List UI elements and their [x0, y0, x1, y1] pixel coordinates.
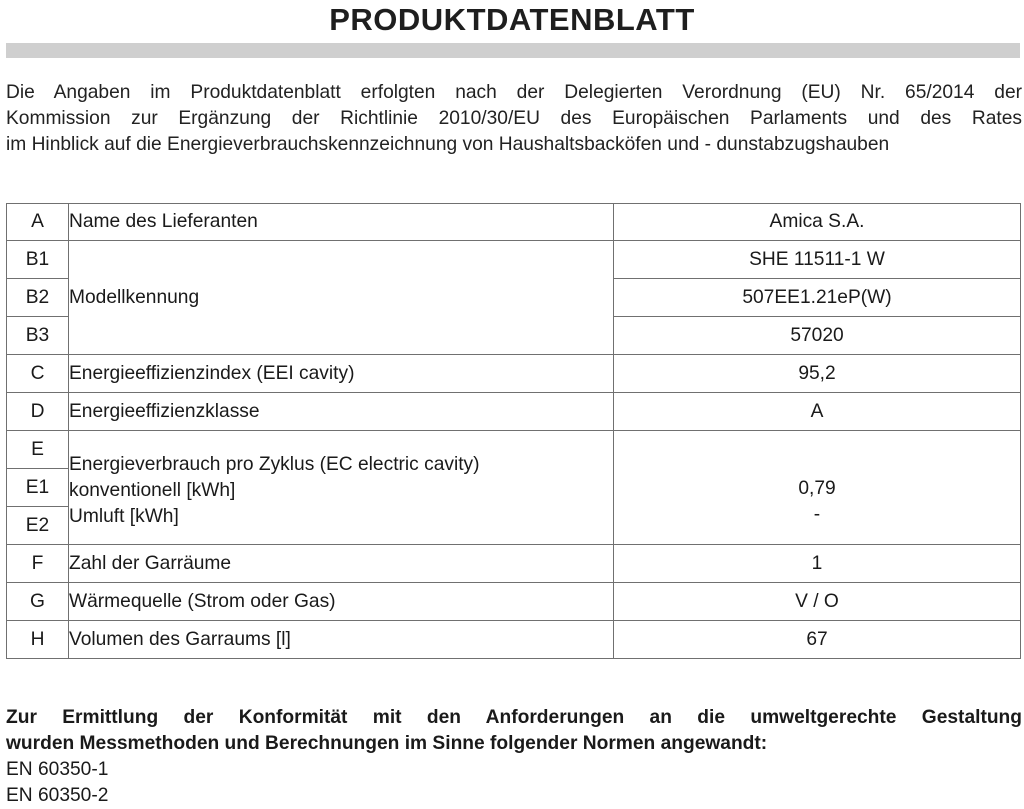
intro-paragraph — [6, 80, 1022, 158]
row-label: Modellkennung — [69, 241, 614, 355]
row-value: 95,2 — [614, 355, 1021, 393]
row-code: B3 — [7, 317, 69, 355]
row-value: Amica S.A. — [614, 204, 1021, 241]
energy-value-e2: - — [813, 503, 821, 525]
row-label: Name des Lieferanten — [69, 204, 614, 241]
row-code: B2 — [7, 279, 69, 317]
row-code: E1 — [7, 469, 69, 507]
table-row — [7, 583, 1021, 621]
row-code: E2 — [7, 507, 69, 545]
row-value: 57020 — [614, 317, 1021, 355]
energy-label-e1: konventionell [kWh] — [69, 479, 236, 501]
row-code: H — [7, 621, 69, 659]
norm-item: EN 60350-2 — [6, 785, 109, 806]
norm-item: EN 60350-1 — [6, 759, 109, 780]
title-underline-bar — [6, 43, 1020, 58]
row-value: A — [614, 393, 1021, 431]
row-label: Wärmequelle (Strom oder Gas) — [69, 583, 614, 621]
row-value: SHE 11511-1 W — [614, 241, 1021, 279]
intro-line: im Hinblick auf die Energieverbrauchskennzeichnung von Haushaltsbacköfen und - dunstabzugshauben — [6, 134, 890, 155]
page-title: PRODUKTDATENBLATT — [329, 2, 695, 37]
row-value: V / O — [614, 583, 1021, 621]
row-code: D — [7, 393, 69, 431]
table-row — [7, 621, 1021, 659]
row-label: Energieeffizienzindex (EEI cavity) — [69, 355, 614, 393]
row-code: E — [7, 431, 69, 469]
table-row — [7, 393, 1021, 431]
product-data-table — [6, 203, 1021, 659]
row-value: 1 — [614, 545, 1021, 583]
table-row — [7, 204, 1021, 241]
conformity-text: wurden Messmethoden und Berechnungen im Sinne folgender Normen angewandt: — [6, 733, 768, 754]
row-code: F — [7, 545, 69, 583]
row-label: Volumen des Garraums [l] — [69, 621, 614, 659]
conformity-text: Zur Ermittlung der Konformität mit den Anforderungen an die umweltgerechte Gestaltung — [6, 707, 1022, 728]
table-row — [7, 355, 1021, 393]
table-row — [7, 545, 1021, 583]
intro-line: Die Angaben im Produktdatenblatt erfolgten nach der Delegierten Verordnung (EU) Nr. 65/2014 der — [6, 82, 1022, 103]
energy-label-e2: Umluft [kWh] — [69, 505, 179, 527]
row-value: 67 — [614, 621, 1021, 659]
row-label: Energieeffizienzklasse — [69, 393, 614, 431]
row-code: G — [7, 583, 69, 621]
energy-value-e1: 0,79 — [798, 477, 836, 499]
row-value-energy — [614, 431, 1021, 545]
row-label: Zahl der Garräume — [69, 545, 614, 583]
row-code: C — [7, 355, 69, 393]
intro-line: Kommission zur Ergänzung der Richtlinie 2010/30/EU des Europäischen Parlaments und des Rates — [6, 108, 1022, 129]
row-code: B1 — [7, 241, 69, 279]
row-code: A — [7, 204, 69, 241]
row-label-energy — [69, 431, 614, 545]
table-row — [7, 431, 1021, 469]
conformity-section — [6, 705, 1022, 809]
row-value: 507EE1.21eP(W) — [614, 279, 1021, 317]
table-row — [7, 241, 1021, 279]
energy-label-main: Energieverbrauch pro Zyklus (EC electric cavity) — [69, 453, 480, 475]
